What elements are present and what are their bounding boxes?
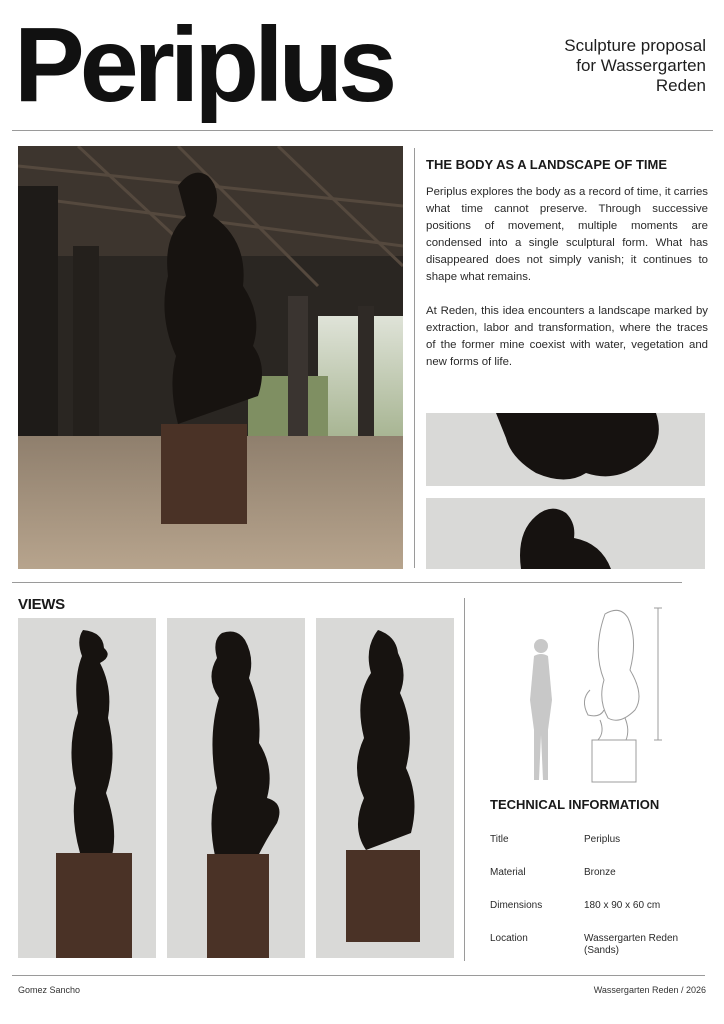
views-label: VIEWS — [18, 596, 65, 613]
spec-value: Periplus — [584, 834, 621, 845]
scale-drawing — [480, 600, 700, 786]
spec-value: Wassergarten Reden (Sands) — [584, 933, 679, 956]
view-photo-back — [316, 618, 454, 958]
technical-heading: TECHNICAL INFORMATION — [490, 797, 660, 812]
detail-photo-2 — [426, 498, 705, 569]
page-title: Periplus — [14, 6, 393, 124]
intro-paragraph-2: At Reden, this idea encounters a landscape marked by extraction, labor and transformation, where the traces of the former mine coexist with water, vegetation and new forms of life. — [426, 305, 708, 368]
footer-divider — [12, 975, 705, 976]
view-photo-front — [18, 618, 156, 958]
spec-label: Material — [490, 867, 526, 878]
spec-value: Bronze — [584, 867, 616, 878]
intro-divider — [414, 148, 415, 568]
spec-label: Title — [490, 834, 509, 845]
intro-paragraph-1: Periplus explores the body as a record of time, it carries what time cannot preserve. Through successive positions of movement, multiple moments are condensed into a single sculptural form. What has disappeared does not simply vanish; it continues to shape what remains. — [426, 186, 708, 283]
header-divider — [12, 130, 713, 131]
footer-author: Gomez Sancho — [18, 985, 81, 995]
intro-heading: THE BODY AS A LANDSCAPE OF TIME — [426, 157, 667, 172]
intro-text — [426, 184, 708, 371]
spec-label: Dimensions — [490, 900, 543, 911]
spec-label: Location — [490, 933, 528, 944]
views-divider — [464, 598, 465, 961]
page-subtitle: Sculpture proposal for Wassergarten Reden — [564, 36, 706, 95]
view-photo-side — [167, 618, 305, 958]
main-installation-photo — [18, 146, 403, 569]
footer-location-year: Wassergarten Reden / 2026 — [593, 985, 706, 995]
detail-photo-1 — [426, 413, 705, 486]
spec-value: 180 x 90 x 60 cm — [584, 900, 661, 911]
middle-divider — [12, 582, 682, 583]
